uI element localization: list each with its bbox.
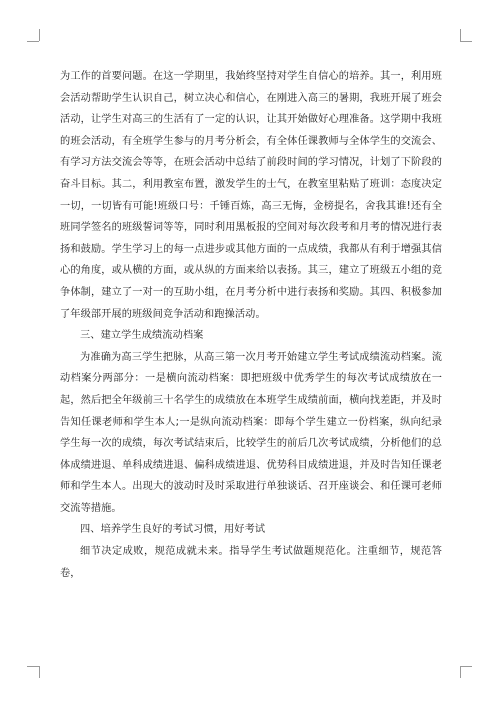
crop-mark-bottom-left-v	[39, 666, 40, 678]
crop-mark-top-right-h	[460, 41, 472, 42]
document-body	[60, 66, 442, 584]
crop-mark-bottom-left-h	[27, 666, 39, 667]
crop-mark-bottom-right-v	[460, 666, 461, 678]
paragraph-score-archive: 为准确为高三学生把脉，从高三第一次月考开始建立学生考试成绩流动档案。流动档案分两部分：一是横向流动档案：即把班级中优秀学生的每次考试成绩放在一起，然后把全年级前三十名学生的成绩放在本班学生成绩前面，横向找差距，并及时告知任课老师和学生本人;一是纵向流动档案：即每个学生建立一份档案，纵向纪录学生每一次的成绩，每次考试结束后，比较学生的前后几次考试成绩，分析他们的总体成绩进退、单科成绩进退、偏科成绩进退、优势科目成绩进退，并及时告知任课老师和学生本人。出现大的波动时及时采取进行单独谈话、召开座谈会、和任课可老师交流等措施。	[60, 351, 442, 514]
crop-mark-top-left-h	[27, 41, 39, 42]
section-heading-4: 四、培养学生良好的考试习惯，用好考试	[80, 524, 266, 536]
paragraph-exam-habits: 细节决定成败，规范成就未来。指导学生考试做题规范化。注重细节，规范答卷，	[60, 546, 442, 579]
crop-mark-top-left-v	[39, 29, 40, 41]
crop-mark-bottom-right-h	[460, 666, 472, 667]
section-heading-3: 三、建立学生成绩流动档案	[80, 330, 204, 342]
crop-mark-top-right-v	[460, 29, 461, 41]
paragraph-self-confidence: 为工作的首要问题。在这一学期里，我始终坚持对学生自信心的培养。其一，利用班会活动帮助学生认识自己，树立决心和信心，在刚进入高三的暑期，我班开展了班会活动，让学生对高三的生活有了一定的认识，让其开始做好心理准备。这学期中我班的班会活动，有全班学生参与的月考分析会，有全体任课教师与全体学生的交流会、有学习方法交流会等等，在班会活动中总结了前段时间的学习情况，计划了下阶段的奋斗目标。其二，利用教室布置，激发学生的士气，在教室里粘贴了班训：态度决定一切，一切皆有可能!班级口号：千锤百炼，高三无悔，金榜提名，舍我其谁!还有全班同学签名的班级誓词等等，同时利用黑板报的空间对每次段考和月考的情况进行表扬和鼓励。学生学习上的每一点进步或其他方面的一点成绩，我都从有利于增强其信心的角度，或从横的方面，或从纵的方面来给以表扬。其三，建立了班级五小组的竞争体制，建立了一对一的互助小组，在月考分析中进行表扬和奖励。其四、积极参加了年级部开展的班级间竞争活动和跑操活动。	[60, 71, 442, 320]
